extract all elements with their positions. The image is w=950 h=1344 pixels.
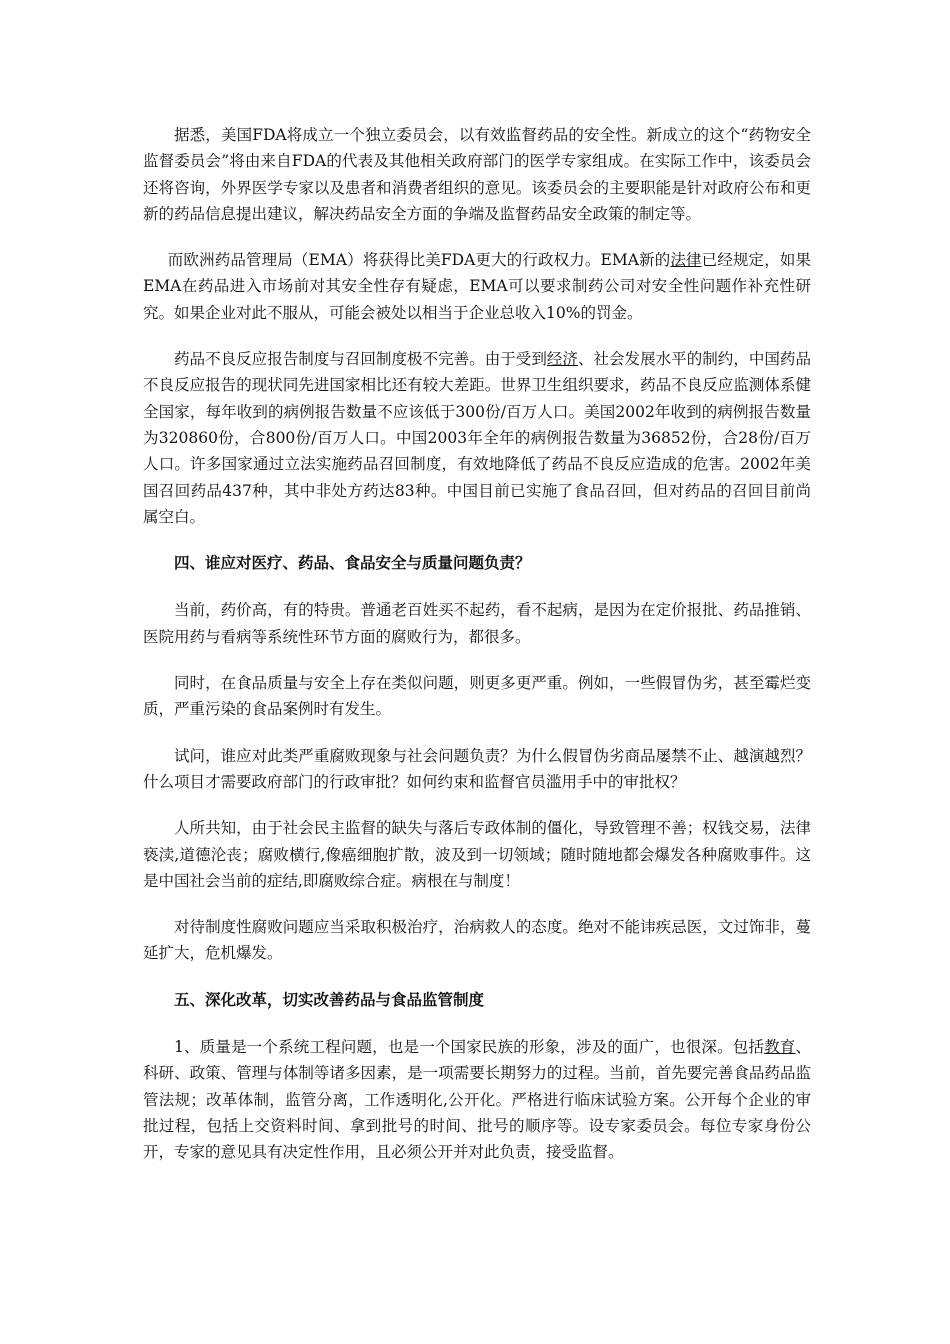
document-page bbox=[143, 122, 811, 1186]
paragraph-ema-text-before: 而欧洲药品管理局（EMA）将获得比美FDA更大的行政权力。EMA新的 bbox=[167, 251, 671, 270]
section-heading-5: 五、深化改革，切实改善药品与食品监管制度 bbox=[174, 989, 485, 1009]
paragraph-quality-system bbox=[143, 1034, 811, 1165]
education-link[interactable]: 教育 bbox=[764, 1038, 796, 1057]
paragraph-corruption: 人所共知，由于社会民主监督的缺失与落后专政体制的僵化，导致管理不善；权钱交易，法律亵渎,道德沦丧；腐败横行,像癌细胞扩散，波及到一切领域；随时随地都会爆发各种腐败事件。这是中国社会当前的症结,即腐败综合症。病根在与制度！ bbox=[143, 819, 811, 890]
paragraph-quality-text-before: 1、质量是一个系统工程问题，也是一个国家民族的形象，涉及的面广，也很深。包括 bbox=[174, 1038, 765, 1057]
paragraph-treatment: 对待制度性腐败问题应当采取积极治疗，治病救人的态度。绝对不能讳疾忌医，文过饰非，蔓延扩大，危机爆发。 bbox=[143, 918, 811, 963]
paragraph-questions: 试问，谁应对此类严重腐败现象与社会问题负责？为什么假冒伪劣商品屡禁不止、越演越烈？什么项目才需要政府部门的行政审批？如何约束和监督官员滥用手中的审批权？ bbox=[143, 746, 811, 791]
economy-link[interactable]: 经济 bbox=[546, 350, 578, 369]
section-heading-4: 四、谁应对医疗、药品、食品安全与质量问题负责？ bbox=[174, 553, 531, 573]
paragraph-quality-text-after: 、科研、政策、管理与体制等诸多因素，是一项需要长期努力的过程。当前，首先要完善食品药品监管法规；改革体制，监管分离，工作透明化,公开化。严格进行临床试验方案。公开每个企业的审批过程，包括上交资料时间、拿到批号的时间、批号的顺序等。设专家委员会。每位专家身份公开，专家的意见具有决定性作用，且必须公开并对此负责，接受监督。 bbox=[143, 1038, 811, 1162]
paragraph-adverse-text-after: 、社会发展水平的制约，中国药品不良反应报告的现状同先进国家相比还有较大差距。世界卫生组织要求，药品不良反应监测体系健全国家，每年收到的病例报告数量不应该低于300份/百万人口。美国2002年收到的病例报告数量为320860份，合800份/百万人口。中国2003年全年的病例报告数量为36852份，合28份/百万人口。许多国家通过立法实施药品召回制度，有效地降低了药品不良反应造成的危害。2002年美国召回药品437种，其中非处方药达83种。中国目前已实施了食品召回，但对药品的召回目前尚属空白。 bbox=[143, 350, 811, 526]
paragraph-adverse-text-before: 药品不良反应报告制度与召回制度极不完善。由于受到 bbox=[174, 350, 547, 369]
paragraph-adverse-reaction bbox=[143, 346, 811, 530]
paragraph-fda-committee: 据悉，美国FDA将成立一个独立委员会，以有效监督药品的安全性。新成立的这个“药物安全监督委员会”将由来自FDA的代表及其他相关政府部门的医学专家组成。在实际工作中，该委员会还将咨询，外界医学专家以及患者和消费者组织的意见。该委员会的主要职能是针对政府公布和更新的药品信息提出建议，解决药品安全方面的争端及监督药品安全政策的制定等。 bbox=[143, 126, 811, 223]
paragraph-food-quality: 同时，在食品质量与安全上存在类似问题，则更多更严重。例如，一些假冒伪劣，甚至霉烂变质，严重污染的食品案例时有发生。 bbox=[143, 674, 811, 719]
paragraph-drug-prices: 当前，药价高，有的特贵。普通老百姓买不起药，看不起病，是因为在定价报批、药品推销、医院用药与看病等系统性环节方面的腐败行为，都很多。 bbox=[143, 601, 811, 646]
paragraph-ema-text-after: 已经规定，如果EMA在药品进入市场前对其安全性存有疑虑，EMA可以要求制药公司对安全性问题作补充性研究。如果企业对此不服从，可能会被处以相当于企业总收入10%的罚金。 bbox=[143, 251, 811, 322]
law-link[interactable]: 法律 bbox=[670, 251, 702, 270]
paragraph-ema bbox=[143, 247, 811, 326]
